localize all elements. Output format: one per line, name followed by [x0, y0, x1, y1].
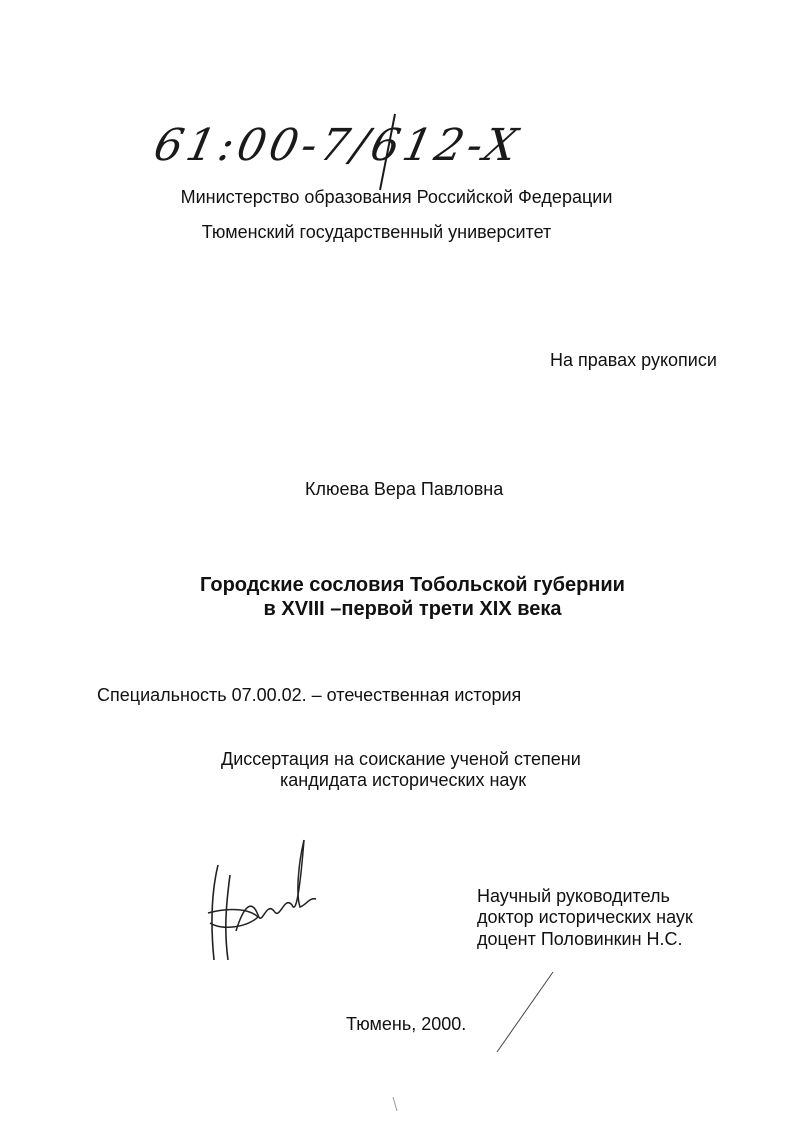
- university-name: Тюменский государственный университет: [201, 222, 552, 242]
- specialty: Специальность 07.00.02. – отечественная история: [97, 685, 522, 705]
- rights-note: На правах рукописи: [550, 350, 717, 370]
- archive-code-underline: [150, 112, 530, 192]
- title-line-2: в XVIII –первой трети XIX века: [263, 598, 562, 620]
- supervisor-name: доцент Половинкин Н.С.: [477, 929, 683, 949]
- archive-code-handwritten: 61:00-7/612-X: [149, 120, 526, 171]
- author-name: Клюева Вера Павловна: [305, 479, 504, 499]
- supervisor-degree: доктор исторических наук: [477, 907, 693, 927]
- scan-mark-small: [390, 1095, 400, 1115]
- title-line-1: Городские сословия Тобольской губернии: [200, 574, 625, 596]
- ministry-name: Министерство образования Российской Федерации: [180, 187, 613, 207]
- supervisor-role: Научный руководитель: [477, 886, 670, 906]
- handwritten-signature: [200, 835, 330, 970]
- dissertation-line-1: Диссертация на соискание ученой степени: [221, 749, 581, 769]
- place-year: Тюмень, 2000.: [346, 1014, 467, 1034]
- dissertation-line-2: кандидата исторических наук: [280, 770, 527, 790]
- scan-mark-diagonal: [495, 970, 555, 1055]
